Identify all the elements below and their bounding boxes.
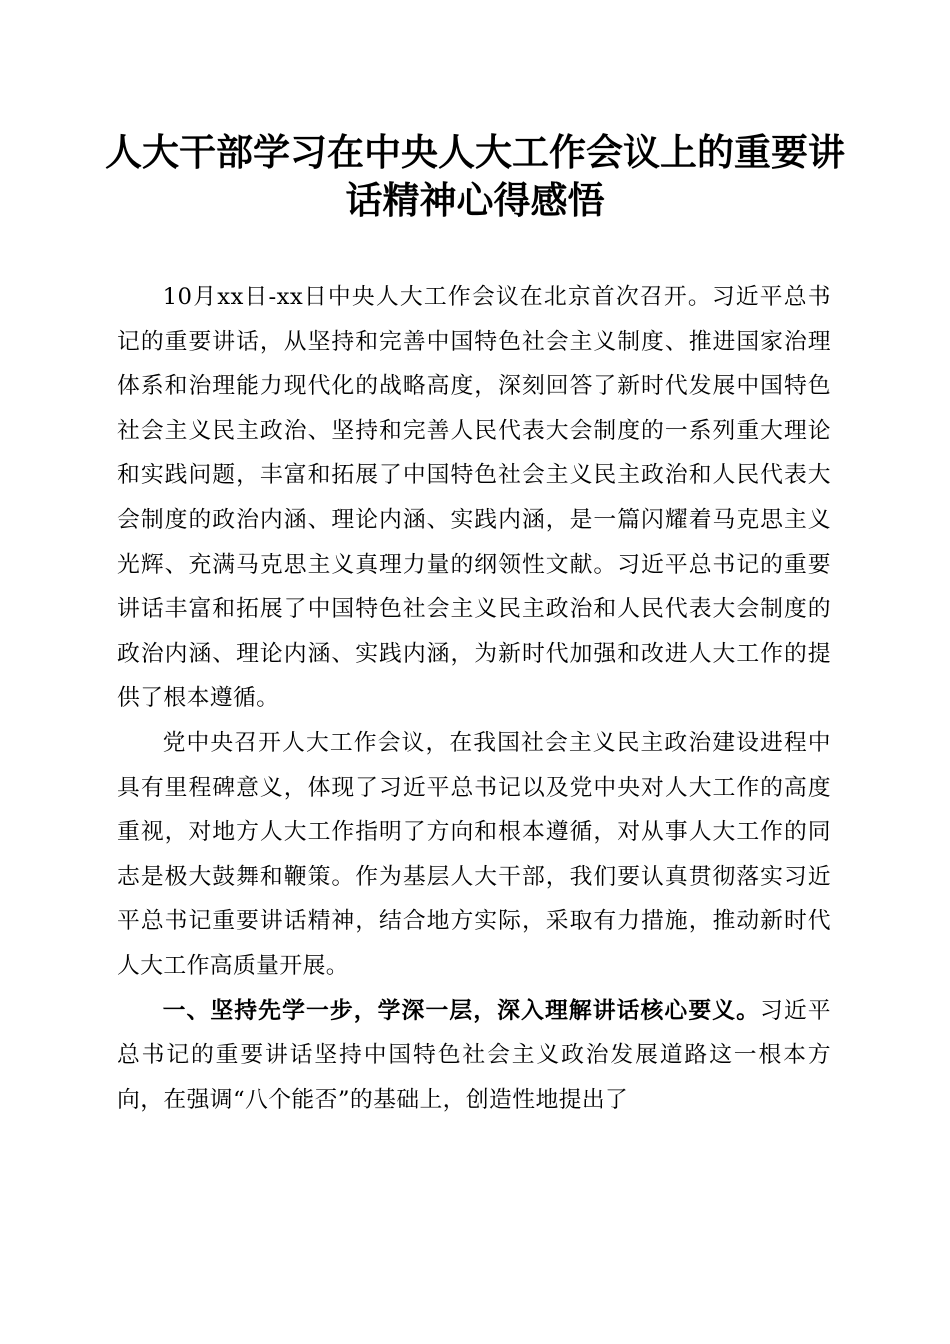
paragraph-2-text: 党中央召开人大工作会议，在我国社会主义民主政治建设进程中具有里程碑意义，体现了习近平总书记以及党中央对人大工作的高度重视，对地方人大工作指明了方向和根本遵循，对从事人大工作的同志是极大鼓舞和鞭策。作为基层人大干部，我们要认真贯彻落实习近平总书记重要讲话精神，结合地方实际，采取有力措施，推动新时代人大工作高质量开展。 [117,729,831,979]
paragraph-3-text: 习近平总书记的重要讲话坚持中国特色社会主义政治发展道路这一根本方向，在强调“八个能否”的基础上，创造性地提出了 [117,997,832,1113]
paragraph-1 [117,275,831,721]
paragraph-1-text: 10月xx日-xx日中央人大工作会议在北京首次召开。习近平总书记的重要讲话，从坚持和完善中国特色社会主义制度、推进国家治理体系和治理能力现代化的战略高度，深刻回答了新时代发展中国特色社会主义民主政治、坚持和完善人民代表大会制度的一系列重大理论和实践问题，丰富和拓展了中国特色社会主义民主政治和人民代表大会制度的政治内涵、理论内涵、实践内涵，是一篇闪耀着马克思主义光辉、充满马克思主义真理力量的纲领性文献。习近平总书记的重要讲话丰富和拓展了中国特色社会主义民主政治和人民代表大会制度的政治内涵、理论内涵、实践内涵，为新时代加强和改进人大工作的提供了根本遵循。 [117,284,831,712]
section-heading-1: 一、坚持先学一步，学深一层，深入理解讲话核心要义。 [162,997,761,1024]
paragraph-2 [117,721,831,989]
document-title: 人大干部学习在中央人大工作会议上的重要讲话精神心得感悟 [105,130,845,222]
paragraph-3 [117,989,831,1123]
document-body [117,275,831,1122]
